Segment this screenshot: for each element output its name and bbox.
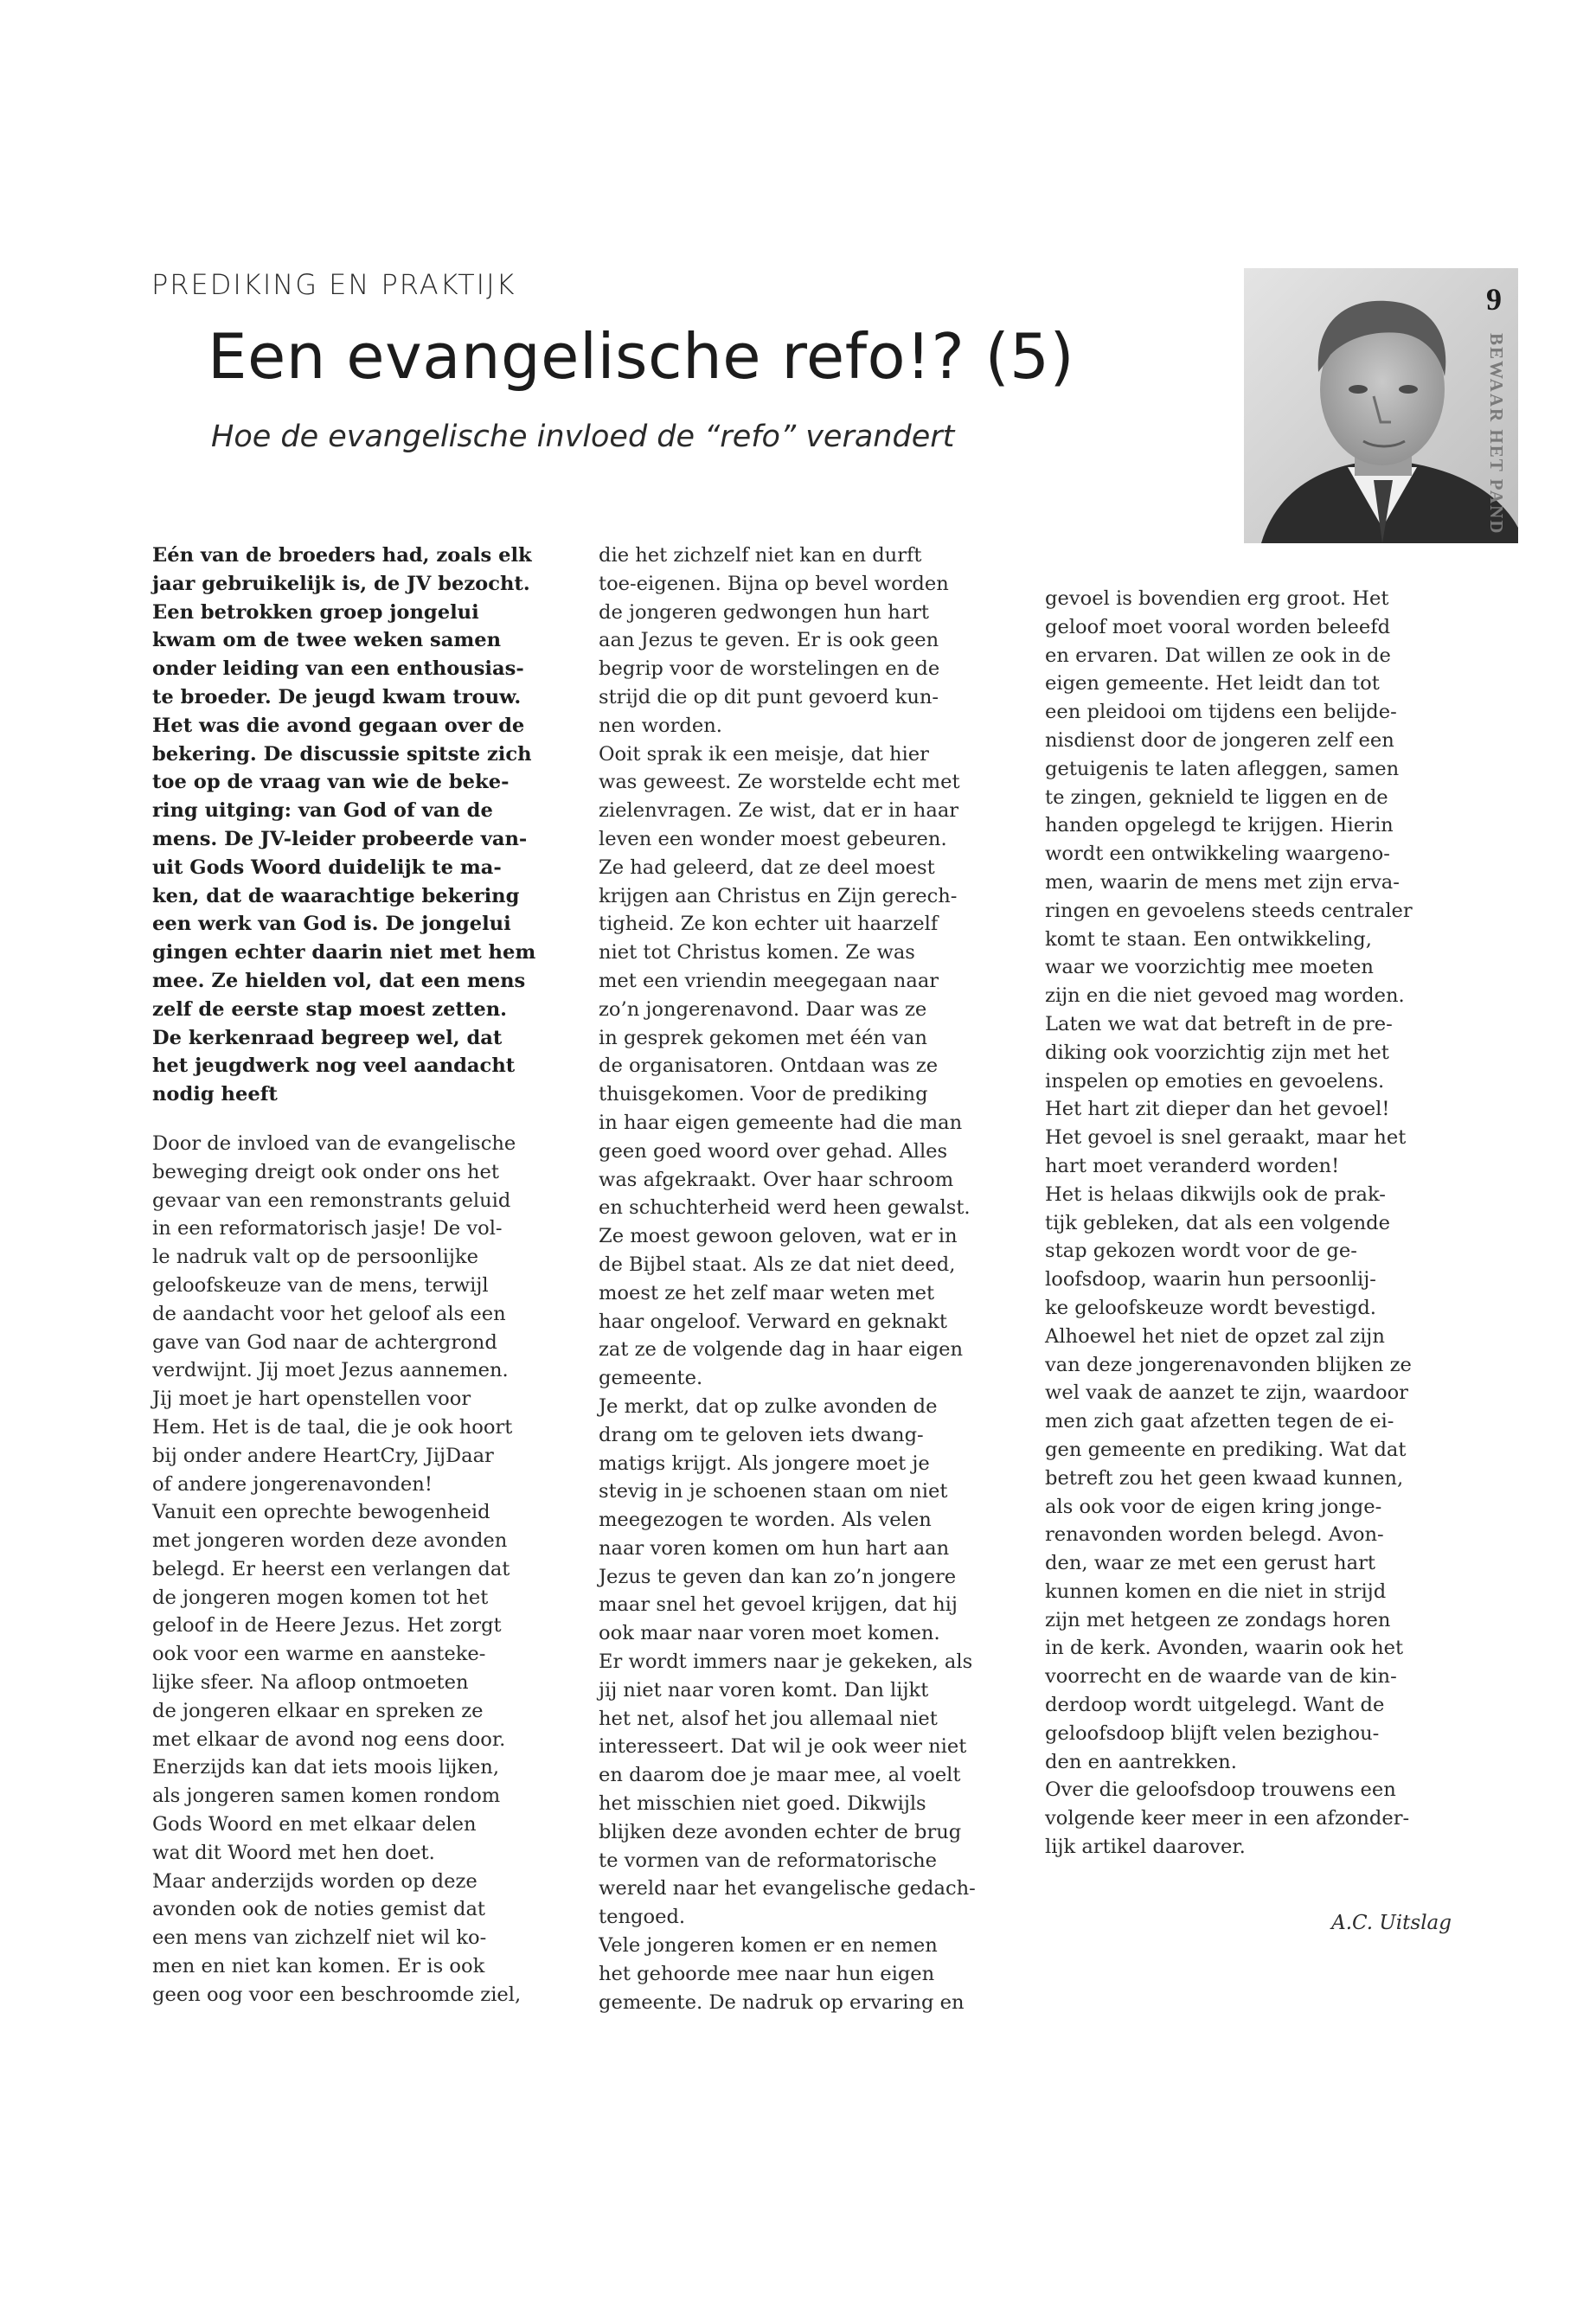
text-line: een werk van God is. De jongelui [152,913,511,936]
text-line: eigen gemeente. Het leidt dan tot [1045,672,1380,695]
text-line: men, waarin de mens met zijn erva- [1045,870,1400,894]
text-line: Je merkt, dat op zulke avonden de [599,1394,938,1418]
text-line: loofsdoop, waarin hun persoonlij- [1045,1268,1376,1292]
text-line: en daarom doe je maar mee, al voelt [599,1764,961,1787]
text-line: Laten we wat dat betreft in de pre- [1045,1012,1393,1035]
text-line: Maar anderzijds worden op deze [152,1869,478,1893]
text-line: men en niet kan komen. Er is ook [152,1955,485,1978]
text-line: thuisgekomen. Voor de prediking [599,1083,928,1106]
text-line: ring uitging: van God of van de [152,799,493,823]
text-line: wel vaak de aanzet te zijn, waardoor [1045,1381,1408,1405]
text-line: haar ongeloof. Verward en geknakt [599,1310,947,1333]
text-line: geloofskeuze van de mens, terwijl [152,1273,489,1297]
text-line: in gesprek gekomen met één van [599,1026,927,1049]
text-line: in haar eigen gemeente had die man [599,1111,963,1134]
text-line: zijn en die niet gevoed mag worden. [1045,984,1405,1008]
text-line: als ook voor de eigen kring jonge- [1045,1495,1382,1518]
article-column-1 [152,542,559,2009]
text-line: aan Jezus te geven. Er is ook geen [599,629,939,652]
text-line: krijgen aan Christus en Zijn gerech- [599,884,958,907]
text-line: handen opgelegd te krijgen. Hierin [1045,814,1394,837]
article-column-2 [599,542,1005,2016]
text-line: geloofsdoop blijft velen bezighou- [1045,1721,1380,1745]
text-line: Gods Woord en met elkaar delen [152,1813,477,1836]
text-line: leven een wonder moest gebeuren. [599,827,947,850]
text-line: le nadruk valt op de persoonlijke [152,1246,478,1269]
text-line: als jongeren samen komen rondom [152,1785,501,1808]
text-line: jaar gebruikelijk is, de JV bezocht. [152,572,530,595]
text-line: Vele jongeren komen er en nemen [599,1934,938,1958]
text-line: van deze jongerenavonden blijken ze [1045,1353,1412,1376]
text-line: toe op de vraag van wie de beke- [152,771,510,794]
text-line: meegezogen te worden. Als velen [599,1509,932,1532]
text-line: getuigenis te laten afleggen, samen [1045,757,1400,780]
text-line: het jeugdwerk nog veel aandacht [152,1054,516,1078]
text-line: wat dit Woord met hen doet. [152,1841,435,1864]
text-line: de jongeren elkaar en spreken ze [152,1699,484,1722]
text-line: Een betrokken groep jongelui [152,600,479,624]
text-line: gevaar van een remonstrants geluid [152,1189,511,1212]
text-line: Jij moet je hart openstellen voor [152,1388,471,1411]
article-column-3 [1045,585,1452,1862]
text-line: blijken deze avonden echter de brug [599,1820,962,1843]
text-line: interesseert. Dat wil je ook weer niet [599,1735,967,1759]
paragraph-gap [152,1109,559,1130]
text-line: De kerkenraad begreep wel, dat [152,1026,503,1049]
text-line: verdwijnt. Jij moet Jezus aannemen. [152,1359,509,1382]
text-line: nen worden. [599,714,722,737]
text-line: tijk gebleken, dat als een volgende [1045,1211,1391,1234]
text-line: renavonden worden belegd. Avon- [1045,1523,1384,1547]
text-line: zielenvragen. Ze wist, dat er in haar [599,799,959,823]
text-line: kwam om de twee weken samen [152,629,502,652]
text-line: was afgekraakt. Over haar schroom [599,1168,954,1191]
intro-paragraph [152,542,559,1109]
text-line: diking ook voorzichtig zijn met het [1045,1041,1389,1064]
text-line: stevig in je schoenen staan om niet [599,1480,948,1503]
page-number: 9 [1486,282,1502,317]
text-line: geloof moet vooral worden beleefd [1045,615,1391,638]
text-line: mens. De JV-leider probeerde van- [152,827,528,850]
text-line: volgende keer meer in een afzonder- [1045,1807,1410,1830]
text-line: betreft zou het geen kwaad kunnen, [1045,1466,1404,1490]
text-line: gave van God naar de achtergrond [152,1330,497,1354]
text-line: derdoop wordt uitgelegd. Want de [1045,1694,1385,1717]
text-line: nisdienst door de jongeren zelf een [1045,728,1394,752]
text-line: de Bijbel staat. Als ze dat niet deed, [599,1253,956,1276]
text-line: gemeente. De nadruk op ervaring en [599,1990,965,2014]
author-signature: A.C. Uitslag [1331,1912,1452,1934]
text-line: maar snel het gevoel krijgen, dat hij [599,1593,958,1617]
text-line: men zich gaat afzetten tegen de ei- [1045,1410,1394,1433]
text-line: inspelen op emoties en gevoelens. [1045,1069,1385,1093]
text-line: te zingen, geknield te liggen en de [1045,785,1388,809]
text-line: in de kerk. Avonden, waarin ook het [1045,1637,1404,1660]
text-line: lijke sfeer. Na afloop ontmoeten [152,1671,469,1695]
text-line: Eén van de broeders had, zoals elk [152,544,532,567]
text-line: of andere jongerenavonden! [152,1472,433,1496]
text-line: te vormen van de reformatorische [599,1849,938,1872]
text-line: ke geloofskeuze wordt bevestigd. [1045,1296,1376,1319]
text-line: ringen en gevoelens steeds centraler [1045,899,1413,922]
text-line: gen gemeente en prediking. Wat dat [1045,1438,1407,1461]
text-line: hart moet veranderd worden! [1045,1154,1340,1177]
text-line: ook maar naar voren moet komen. [599,1622,940,1645]
text-line: en schuchterheid werd heen gewalst. [599,1196,971,1220]
article-subtitle: Hoe de evangelische invloed de “refo” verandert [211,420,955,454]
text-line: zat ze de volgende dag in haar eigen [599,1338,964,1362]
text-line: wereld naar het evangelische gedach- [599,1877,976,1900]
text-line: het misschien niet goed. Dikwijls [599,1792,926,1816]
side-label-text: BEWAAR HET PAND [1486,333,1507,535]
body-text-column-1 [152,1130,559,2009]
section-label: PREDIKING EN PRAKTIJK [151,268,516,301]
text-line: geen goed woord over gehad. Alles [599,1139,948,1163]
text-line: moest ze het zelf maar weten met [599,1281,935,1304]
text-line: voorrecht en de waarde van de kin- [1045,1665,1397,1689]
text-line: de aandacht voor het geloof als een [152,1302,506,1325]
text-line: begrip voor de worstelingen en de [599,657,940,681]
text-line: met een vriendin meegegaan naar [599,969,939,992]
text-line: mee. Ze hielden vol, dat een mens [152,969,526,992]
text-line: beweging dreigt ook onder ons het [152,1160,499,1183]
text-line: Alhoewel het niet de opzet zal zijn [1045,1324,1385,1348]
text-line: Ooit sprak ik een meisje, dat hier [599,742,929,766]
text-line: gevoel is bovendien erg groot. Het [1045,587,1389,610]
text-line: geen oog voor een beschroomde ziel, [152,1983,522,2006]
text-line: tengoed. [599,1906,686,1929]
text-line: die het zichzelf niet kan en durft [599,544,922,567]
text-line: was geweest. Ze worstelde echt met [599,771,960,794]
text-line: Ze had geleerd, dat ze deel moest [599,856,935,879]
text-line: naar voren komen om hun hart aan [599,1536,950,1560]
text-line: geloof in de Heere Jezus. Het zorgt [152,1614,502,1638]
article-title: Een evangelische refo!? (5) [208,320,1075,393]
text-line: Ze moest gewoon geloven, wat er in [599,1225,958,1248]
text-line: ken, dat de waarachtige bekering [152,884,520,907]
text-line: Het is helaas dikwijls ook de prak- [1045,1183,1386,1206]
text-line: Er wordt immers naar je gekeken, als [599,1650,973,1674]
text-line: jij niet naar voren komt. Dan lijkt [599,1678,929,1702]
text-line: Jezus te geven dan kan zo’n jongere [599,1565,957,1588]
text-line: drang om te geloven iets dwang- [599,1423,924,1446]
text-line: den, waar ze met een gerust hart [1045,1552,1375,1575]
text-line: Het gevoel is snel geraakt, maar het [1045,1126,1407,1150]
text-line: het gehoorde mee naar hun eigen [599,1962,935,1985]
text-line: in een reformatorisch jasje! De vol- [152,1217,503,1240]
text-line: ook voor een warme en aansteke- [152,1643,486,1666]
text-line: komt te staan. Een ontwikkeling, [1045,927,1372,951]
text-line: belegd. Er heerst een verlangen dat [152,1557,510,1580]
text-line: tigheid. Ze kon echter uit haarzelf [599,913,939,936]
text-line: lijk artikel daarover. [1045,1836,1246,1859]
text-line: stap gekozen wordt voor de ge- [1045,1240,1357,1263]
text-line: Enerzijds kan dat iets moois lijken, [152,1756,500,1779]
text-line: gemeente. [599,1367,703,1390]
text-line: Vanuit een oprechte bewogenheid [152,1501,490,1524]
text-line: uit Gods Woord duidelijk te ma- [152,856,502,879]
text-line: gingen echter daarin niet met hem [152,941,536,965]
text-line: Hem. Het is de taal, die je ook hoort [152,1415,513,1439]
text-line: zelf de eerste stap moest zetten. [152,997,508,1021]
text-line: wordt een ontwikkeling waargeno- [1045,843,1390,866]
text-line: de jongeren mogen komen tot het [152,1586,489,1609]
text-line: waar we voorzichtig mee moeten [1045,956,1374,979]
text-line: niet tot Christus komen. Ze was [599,941,915,965]
text-line: Over die geloofsdoop trouwens een [1045,1779,1396,1802]
text-line: Het was die avond gegaan over de [152,714,525,737]
text-line: toe-eigenen. Bijna op bevel worden [599,572,949,595]
text-line: Door de invloed van de evangelische [152,1131,516,1155]
text-line: met elkaar de avond nog eens door. [152,1727,506,1751]
text-line: zo’n jongerenavond. Daar was ze [599,997,927,1021]
text-line: met jongeren worden deze avonden [152,1529,508,1553]
text-line: kunnen komen en die niet in strijd [1045,1580,1387,1603]
text-line: het net, alsof het jou allemaal niet [599,1707,938,1730]
text-line: avonden ook de noties gemist dat [152,1898,486,1921]
text-line: bij onder andere HeartCry, JijDaar [152,1444,494,1467]
text-line: onder leiding van een enthousias- [152,657,524,681]
text-line: een pleidooi om tijdens een belijde- [1045,701,1397,724]
text-line: de jongeren gedwongen hun hart [599,600,930,624]
text-line: en ervaren. Dat willen ze ook in de [1045,644,1391,667]
text-line: nodig heeft [152,1083,278,1106]
text-line: een mens van zichzelf niet wil ko- [152,1926,487,1950]
text-line: strijd die op dit punt gevoerd kun- [599,685,939,708]
text-line: matigs krijgt. Als jongere moet je [599,1452,930,1475]
text-line: Het hart zit dieper dan het gevoel! [1045,1098,1390,1121]
text-line: de organisatoren. Ontdaan was ze [599,1054,939,1078]
publication-side-label [1471,333,1522,541]
text-line: zijn met hetgeen ze zondags horen [1045,1608,1391,1631]
text-line: den en aantrekken. [1045,1750,1237,1773]
text-line: te broeder. De jeugd kwam trouw. [152,685,522,708]
text-line: bekering. De discussie spitste zich [152,742,532,766]
